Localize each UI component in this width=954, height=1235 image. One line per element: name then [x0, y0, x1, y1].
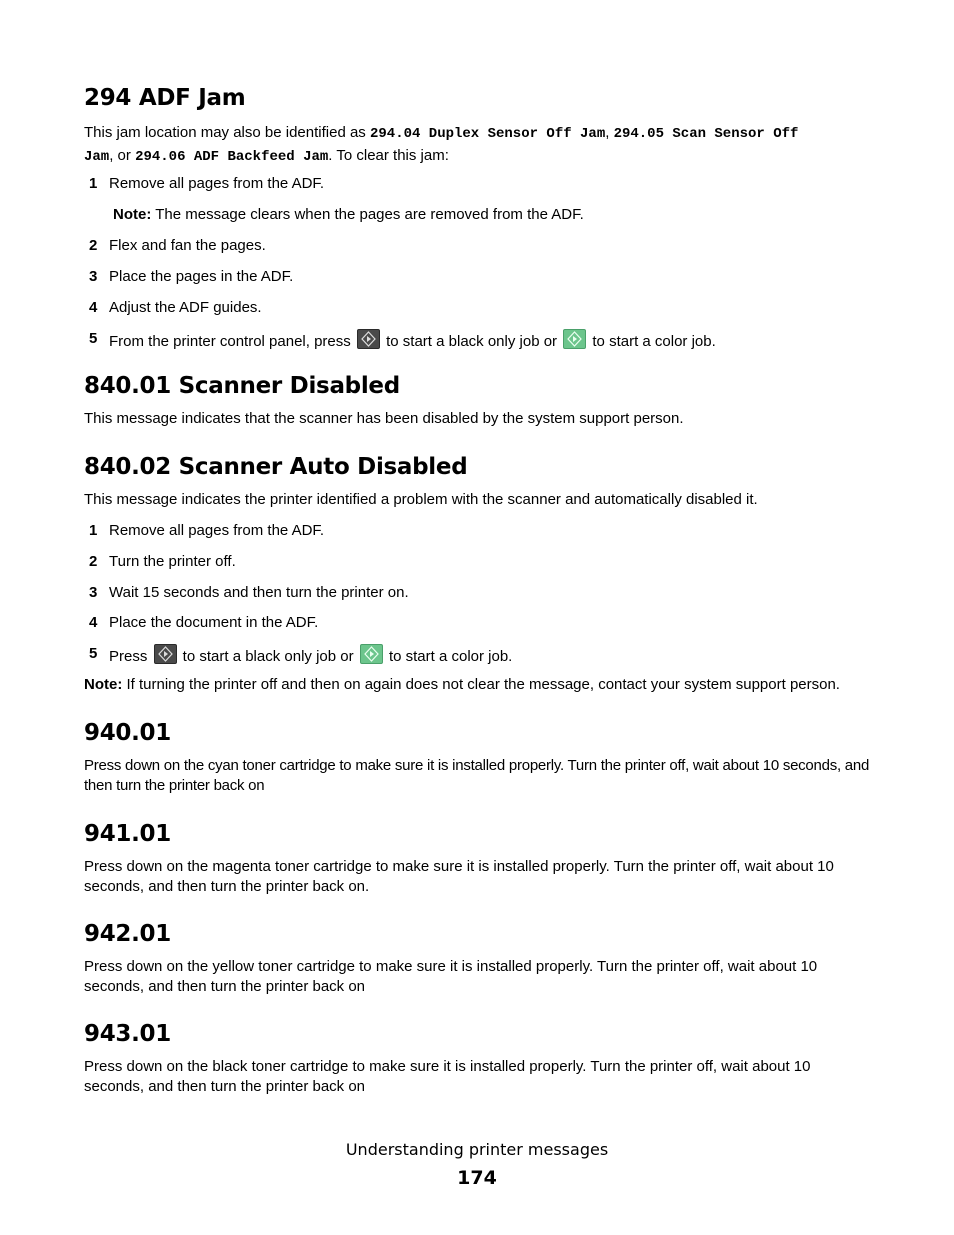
intro-text-end: . To clear this jam: — [328, 147, 449, 164]
note-label: Note: — [113, 206, 152, 223]
separator: , or — [109, 147, 136, 164]
step-text: Flex and fan the pages. — [109, 237, 266, 254]
step-text: Turn the printer off. — [109, 553, 236, 570]
code-294-05-cont: Jam — [84, 149, 110, 165]
step-text: Remove all pages from the ADF. — [109, 175, 325, 192]
page-number: 174 — [457, 1167, 497, 1189]
start-black-button-icon — [357, 329, 380, 349]
start-black-button-icon — [154, 644, 177, 664]
step-number: 2 — [89, 553, 98, 570]
body-940-01: Press down on the cyan toner cartridge to make sure it is installed properly. Turn the printer off, wait about 10 seconds, and then turn the printer back on — [84, 757, 870, 794]
step-number: 5 — [89, 330, 98, 347]
body-840-02: This message indicates the printer identified a problem with the scanner and automatically disabled it. — [84, 491, 758, 508]
footer-title: Understanding printer messages — [345, 1140, 609, 1159]
body-942-01: Press down on the yellow toner cartridge to make sure it is installed properly. Turn the printer off, wait about 10 seconds, and then turn the printer back on — [84, 958, 818, 995]
code-294-04: 294.04 Duplex Sensor Off Jam — [369, 126, 606, 142]
step-number: 3 — [89, 268, 98, 285]
step-text: Wait 15 seconds and then turn the printer on. — [109, 584, 409, 601]
intro-paragraph — [84, 122, 874, 168]
heading-840-01: 840.01 Scanner Disabled — [84, 373, 400, 399]
heading-840-02: 840.02 Scanner Auto Disabled — [84, 454, 468, 480]
body-840-01: This message indicates that the scanner has been disabled by the system support person. — [84, 410, 684, 427]
intro-text: This jam location may also be identified as — [84, 124, 370, 141]
step-number: 3 — [89, 584, 98, 601]
step-number: 1 — [89, 522, 98, 539]
step-number: 5 — [89, 645, 98, 662]
body-941-01: Press down on the magenta toner cartridge to make sure it is installed properly. Turn the printer off, wait about 10 seconds, and then turn the printer back on. — [84, 858, 834, 895]
step-number: 4 — [89, 614, 98, 631]
separator: , — [605, 124, 614, 141]
step-number: 4 — [89, 299, 98, 316]
step-text: Press to start a black only job or to start a color job. — [109, 644, 512, 667]
body-943-01: Press down on the black toner cartridge to make sure it is installed properly. Turn the printer off, wait about 10 seconds, and then turn the printer back on — [84, 1058, 811, 1095]
step-text: Place the document in the ADF. — [109, 614, 319, 631]
code-294-05: 294.05 Scan Sensor Off — [613, 126, 799, 142]
heading-941-01: 941.01 — [84, 821, 171, 847]
step-text: From the printer control panel, press to start a black only job or to start a color job. — [109, 329, 716, 352]
note-label: Note: — [84, 676, 123, 693]
code-294-06: 294.06 ADF Backfeed Jam — [135, 149, 329, 165]
step-number: 2 — [89, 237, 98, 254]
note — [113, 205, 584, 225]
step-text: Place the pages in the ADF. — [109, 268, 294, 285]
heading-294-adf-jam: 294 ADF Jam — [84, 85, 246, 111]
start-color-button-icon — [563, 329, 586, 349]
heading-942-01: 942.01 — [84, 921, 171, 947]
step-text: Remove all pages from the ADF. — [109, 522, 325, 539]
start-color-button-icon — [360, 644, 383, 664]
heading-943-01: 943.01 — [84, 1021, 171, 1047]
step-text: Adjust the ADF guides. — [109, 299, 262, 316]
step-number: 1 — [89, 175, 98, 192]
note-text: If turning the printer off and then on again does not clear the message, contact your system support person. — [122, 676, 840, 693]
note — [84, 675, 840, 695]
heading-940-01: 940.01 — [84, 720, 171, 746]
note-text: The message clears when the pages are removed from the ADF. — [151, 206, 584, 223]
